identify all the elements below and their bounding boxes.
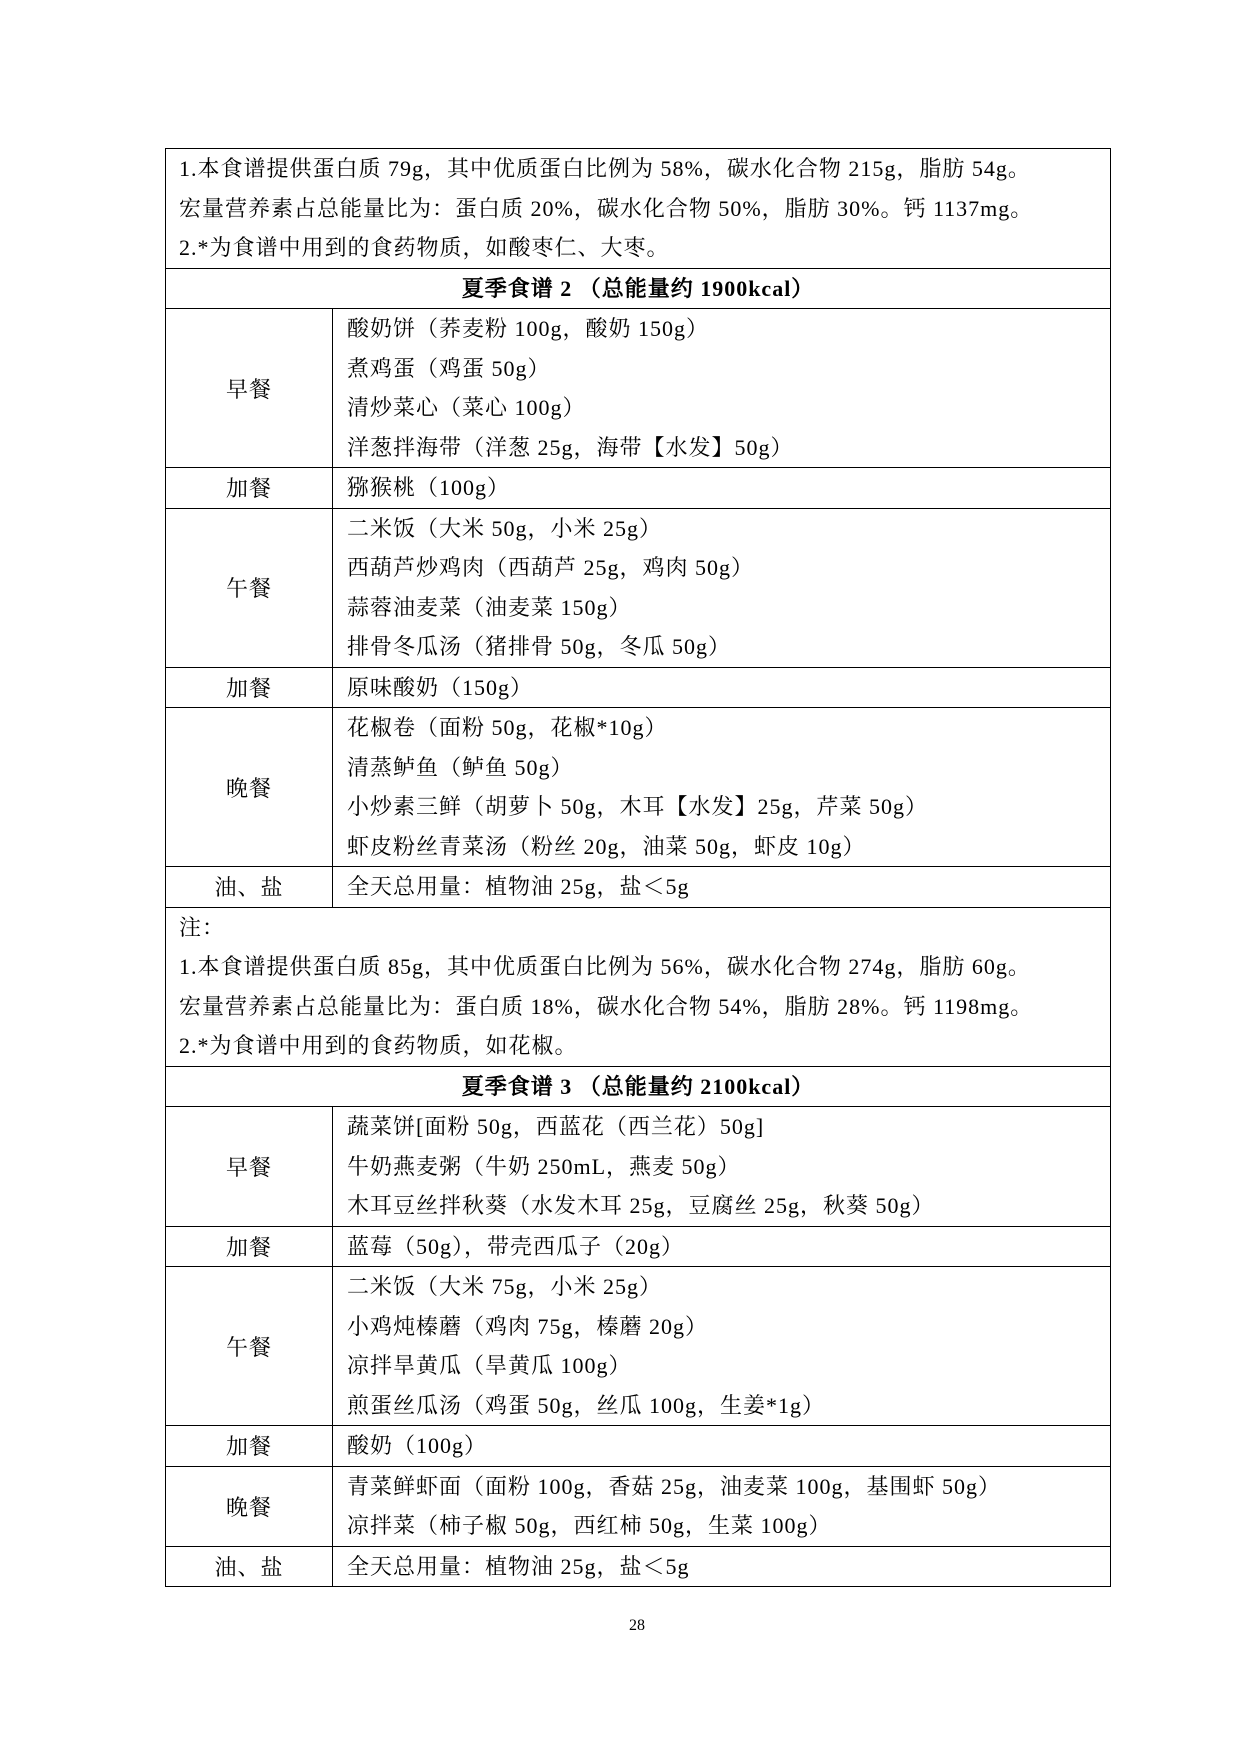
meal-item: 猕猴桃（100g）	[347, 475, 511, 500]
note-line: 2.*为食谱中用到的食药物质，如酸枣仁、大枣。	[179, 235, 670, 260]
meal-items	[333, 309, 1111, 468]
menu-title: 夏季食谱 2 （总能量约 1900kcal）	[166, 268, 1111, 309]
meal-label: 油、盐	[166, 1546, 333, 1587]
meal-label: 加餐	[166, 667, 333, 708]
meal-label: 油、盐	[166, 867, 333, 908]
meal-label: 午餐	[166, 508, 333, 667]
meal-item: 煎蛋丝瓜汤（鸡蛋 50g，丝瓜 100g，生姜*1g）	[347, 1392, 826, 1418]
meal-label: 午餐	[166, 1267, 333, 1426]
meal-item: 西葫芦炒鸡肉（西葫芦 25g，鸡肉 50g）	[347, 555, 755, 580]
meal-items	[333, 508, 1111, 667]
meal-item: 全天总用量：植物油 25g，盐＜5g	[347, 874, 690, 899]
notes-cell	[166, 149, 1111, 269]
meal-items	[333, 1426, 1111, 1467]
meal-item: 小鸡炖榛蘑（鸡肉 75g，榛蘑 20g）	[347, 1313, 709, 1339]
meal-row-dinner	[166, 1466, 1111, 1546]
notes-cell	[166, 907, 1111, 1066]
meal-item: 蔬菜饼[面粉 50g，西蓝花（西兰花）50g]	[347, 1114, 765, 1139]
meal-item: 清炒菜心（菜心 100g）	[347, 395, 586, 420]
menu-table	[165, 148, 1111, 1587]
meal-label: 晚餐	[166, 1466, 333, 1546]
meal-items	[333, 1107, 1111, 1227]
meal-row-snack	[166, 1226, 1111, 1267]
meal-items	[333, 468, 1111, 509]
meal-item: 二米饭（大米 75g，小米 25g）	[347, 1274, 663, 1299]
meal-row-oil-salt	[166, 1546, 1111, 1587]
meal-item: 洋葱拌海带（洋葱 25g，海带【水发】50g）	[347, 434, 794, 460]
meal-item: 原味酸奶（150g）	[347, 674, 534, 700]
meal-row-dinner	[166, 708, 1111, 867]
meal-row-snack	[166, 1426, 1111, 1467]
meal-item: 蒜蓉油麦菜（油麦菜 150g）	[347, 594, 632, 620]
meal-label: 加餐	[166, 1426, 333, 1467]
meal-label: 晚餐	[166, 708, 333, 867]
meal-row-oil-salt	[166, 867, 1111, 908]
meal-label: 加餐	[166, 468, 333, 509]
meal-item: 凉拌旱黄瓜（旱黄瓜 100g）	[347, 1353, 632, 1378]
meal-item: 煮鸡蛋（鸡蛋 50g）	[347, 355, 551, 381]
meal-item: 木耳豆丝拌秋葵（水发木耳 25g，豆腐丝 25g，秋葵 50g）	[347, 1193, 935, 1218]
notes-row	[166, 149, 1111, 269]
meal-item: 清蒸鲈鱼（鲈鱼 50g）	[347, 754, 574, 780]
page-number: 28	[629, 1617, 645, 1634]
meal-item: 牛奶燕麦粥（牛奶 250mL，燕麦 50g）	[347, 1153, 741, 1179]
meal-items	[333, 708, 1111, 867]
meal-item: 虾皮粉丝青菜汤（粉丝 20g，油菜 50g，虾皮 10g）	[347, 833, 866, 859]
meal-row-snack	[166, 468, 1111, 509]
meal-items	[333, 1466, 1111, 1546]
meal-item: 全天总用量：植物油 25g，盐＜5g	[347, 1553, 690, 1579]
meal-items	[333, 867, 1111, 908]
meal-items	[333, 1226, 1111, 1267]
meal-row-breakfast	[166, 1107, 1111, 1227]
meal-item: 小炒素三鲜（胡萝卜 50g，木耳【水发】25g，芹菜 50g）	[347, 794, 929, 819]
menu-title-row	[166, 1066, 1111, 1107]
meal-label: 早餐	[166, 309, 333, 468]
meal-label: 早餐	[166, 1107, 333, 1227]
meal-label: 加餐	[166, 1226, 333, 1267]
meal-item: 凉拌菜（柿子椒 50g，西红柿 50g，生菜 100g）	[347, 1513, 832, 1538]
meal-item: 酸奶饼（荞麦粉 100g，酸奶 150g）	[347, 316, 710, 341]
meal-row-lunch	[166, 1267, 1111, 1426]
note-line: 2.*为食谱中用到的食药物质，如花椒。	[179, 1033, 578, 1058]
note-line: 1.本食谱提供蛋白质 79g，其中优质蛋白比例为 58%，碳水化合物 215g，脂肪 54g。	[179, 156, 1031, 181]
meal-item: 排骨冬瓜汤（猪排骨 50g，冬瓜 50g）	[347, 634, 732, 659]
meal-item: 二米饭（大米 50g，小米 25g）	[347, 515, 663, 541]
notes-heading: 注：	[179, 914, 226, 940]
menu-title-row	[166, 268, 1111, 309]
meal-row-breakfast	[166, 309, 1111, 468]
note-line: 1.本食谱提供蛋白质 85g，其中优质蛋白比例为 56%，碳水化合物 274g，脂肪 60g。	[179, 954, 1031, 979]
notes-row	[166, 907, 1111, 1066]
meal-item: 蓝莓（50g），带壳西瓜子（20g）	[347, 1233, 685, 1259]
meal-row-snack	[166, 667, 1111, 708]
meal-item: 花椒卷（面粉 50g，花椒*10g）	[347, 715, 668, 740]
meal-item: 青菜鲜虾面（面粉 100g，香菇 25g，油麦菜 100g，基围虾 50g）	[347, 1473, 1002, 1499]
meal-items	[333, 1267, 1111, 1426]
meal-row-lunch	[166, 508, 1111, 667]
meal-items	[333, 1546, 1111, 1587]
note-line: 宏量营养素占总能量比为：蛋白质 20%，碳水化合物 50%，脂肪 30%。钙 1137mg。	[179, 195, 1034, 221]
note-line: 宏量营养素占总能量比为：蛋白质 18%，碳水化合物 54%，脂肪 28%。钙 1198mg。	[179, 993, 1034, 1019]
menu-title: 夏季食谱 3 （总能量约 2100kcal）	[166, 1066, 1111, 1107]
meal-items	[333, 667, 1111, 708]
meal-item: 酸奶（100g）	[347, 1433, 488, 1458]
